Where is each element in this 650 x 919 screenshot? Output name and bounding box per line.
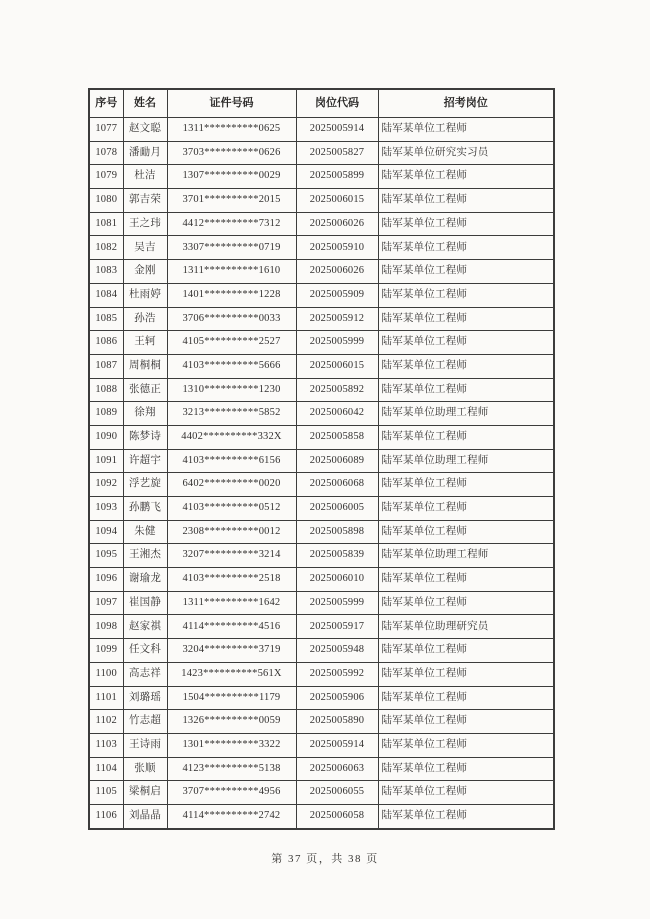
serial-number-cell: 1096 (89, 568, 123, 592)
table-row (89, 733, 554, 757)
position-title-cell: 陆军某单位工程师 (378, 212, 554, 236)
recruitment-roster-table (88, 88, 555, 830)
position-code-cell: 2025006042 (296, 402, 378, 426)
name-cell: 陈梦诗 (123, 425, 167, 449)
name-cell: 杜雨婷 (123, 283, 167, 307)
name-cell: 张德正 (123, 378, 167, 402)
name-cell: 刘晶晶 (123, 804, 167, 828)
position-title-cell: 陆军某单位工程师 (378, 804, 554, 828)
table-row (89, 568, 554, 592)
id-number-cell: 1311**********1642 (167, 591, 296, 615)
serial-number-cell: 1082 (89, 236, 123, 260)
serial-number-cell: 1091 (89, 449, 123, 473)
position-code-cell: 2025006026 (296, 260, 378, 284)
position-code-cell: 2025005992 (296, 662, 378, 686)
page-number-footer: 第 37 页，共 38 页 (271, 853, 379, 865)
serial-number-cell: 1077 (89, 118, 123, 142)
column-header-id: 证件号码 (167, 89, 296, 118)
position-title-cell: 陆军某单位工程师 (378, 710, 554, 734)
position-code-cell: 2025005906 (296, 686, 378, 710)
position-title-cell: 陆军某单位工程师 (378, 520, 554, 544)
name-cell: 周桐桐 (123, 354, 167, 378)
table-row (89, 710, 554, 734)
id-number-cell: 3213**********5852 (167, 402, 296, 426)
serial-number-cell: 1080 (89, 189, 123, 213)
serial-number-cell: 1093 (89, 497, 123, 521)
column-header-code: 岗位代码 (296, 89, 378, 118)
serial-number-cell: 1079 (89, 165, 123, 189)
name-cell: 孙浩 (123, 307, 167, 331)
table-row (89, 236, 554, 260)
serial-number-cell: 1083 (89, 260, 123, 284)
name-cell: 崔国静 (123, 591, 167, 615)
table-row (89, 591, 554, 615)
position-code-cell: 2025005912 (296, 307, 378, 331)
position-code-cell: 2025005914 (296, 733, 378, 757)
column-header-position: 招考岗位 (378, 89, 554, 118)
id-number-cell: 4123**********5138 (167, 757, 296, 781)
serial-number-cell: 1105 (89, 781, 123, 805)
table-row (89, 212, 554, 236)
position-code-cell: 2025005909 (296, 283, 378, 307)
id-number-cell: 3703**********0626 (167, 141, 296, 165)
serial-number-cell: 1090 (89, 425, 123, 449)
position-title-cell: 陆军某单位工程师 (378, 354, 554, 378)
id-number-cell: 4114**********4516 (167, 615, 296, 639)
serial-number-cell: 1102 (89, 710, 123, 734)
table-body (89, 118, 554, 829)
serial-number-cell: 1084 (89, 283, 123, 307)
name-cell: 王之玮 (123, 212, 167, 236)
name-cell: 赵家祺 (123, 615, 167, 639)
position-title-cell: 陆军某单位工程师 (378, 639, 554, 663)
id-number-cell: 1504**********1179 (167, 686, 296, 710)
position-title-cell: 陆军某单位工程师 (378, 733, 554, 757)
serial-number-cell: 1089 (89, 402, 123, 426)
serial-number-cell: 1092 (89, 473, 123, 497)
id-number-cell: 2308**********0012 (167, 520, 296, 544)
table-row (89, 402, 554, 426)
serial-number-cell: 1099 (89, 639, 123, 663)
position-code-cell: 2025006026 (296, 212, 378, 236)
column-header-index: 序号 (89, 89, 123, 118)
position-title-cell: 陆军某单位助理工程师 (378, 402, 554, 426)
name-cell: 杜洁 (123, 165, 167, 189)
id-number-cell: 1301**********3322 (167, 733, 296, 757)
position-title-cell: 陆军某单位工程师 (378, 331, 554, 355)
id-number-cell: 1307**********0029 (167, 165, 296, 189)
id-number-cell: 4105**********2527 (167, 331, 296, 355)
position-title-cell: 陆军某单位助理工程师 (378, 449, 554, 473)
table-row (89, 307, 554, 331)
position-title-cell: 陆军某单位工程师 (378, 473, 554, 497)
serial-number-cell: 1095 (89, 544, 123, 568)
name-cell: 孙鹏飞 (123, 497, 167, 521)
serial-number-cell: 1106 (89, 804, 123, 828)
position-title-cell: 陆军某单位工程师 (378, 425, 554, 449)
position-title-cell: 陆军某单位工程师 (378, 781, 554, 805)
serial-number-cell: 1103 (89, 733, 123, 757)
name-cell: 浮艺旋 (123, 473, 167, 497)
serial-number-cell: 1094 (89, 520, 123, 544)
position-title-cell: 陆军某单位工程师 (378, 165, 554, 189)
table-row (89, 331, 554, 355)
id-number-cell: 1401**********1228 (167, 283, 296, 307)
position-title-cell: 陆军某单位工程师 (378, 497, 554, 521)
serial-number-cell: 1088 (89, 378, 123, 402)
column-header-name: 姓名 (123, 89, 167, 118)
position-code-cell: 2025006015 (296, 189, 378, 213)
name-cell: 许超宇 (123, 449, 167, 473)
id-number-cell: 1311**********0625 (167, 118, 296, 142)
table-row (89, 804, 554, 828)
position-code-cell: 2025006055 (296, 781, 378, 805)
serial-number-cell: 1078 (89, 141, 123, 165)
position-code-cell: 2025005827 (296, 141, 378, 165)
name-cell: 竹志超 (123, 710, 167, 734)
name-cell: 王轲 (123, 331, 167, 355)
id-number-cell: 3707**********4956 (167, 781, 296, 805)
name-cell: 吴吉 (123, 236, 167, 260)
id-number-cell: 1423**********561X (167, 662, 296, 686)
id-number-cell: 3307**********0719 (167, 236, 296, 260)
position-title-cell: 陆军某单位助理研究员 (378, 615, 554, 639)
id-number-cell: 4412**********7312 (167, 212, 296, 236)
position-code-cell: 2025005858 (296, 425, 378, 449)
position-title-cell: 陆军某单位工程师 (378, 236, 554, 260)
position-title-cell: 陆军某单位研究实习员 (378, 141, 554, 165)
table-row (89, 686, 554, 710)
table-row (89, 141, 554, 165)
position-code-cell: 2025006089 (296, 449, 378, 473)
position-title-cell: 陆军某单位工程师 (378, 378, 554, 402)
id-number-cell: 4103**********0512 (167, 497, 296, 521)
serial-number-cell: 1086 (89, 331, 123, 355)
name-cell: 任文科 (123, 639, 167, 663)
position-title-cell: 陆军某单位工程师 (378, 591, 554, 615)
position-code-cell: 2025006063 (296, 757, 378, 781)
table-row (89, 165, 554, 189)
table-row (89, 520, 554, 544)
id-number-cell: 3706**********0033 (167, 307, 296, 331)
id-number-cell: 1310**********1230 (167, 378, 296, 402)
header-row (89, 89, 554, 118)
position-title-cell: 陆军某单位工程师 (378, 686, 554, 710)
table-row (89, 781, 554, 805)
position-code-cell: 2025006010 (296, 568, 378, 592)
position-code-cell: 2025005999 (296, 591, 378, 615)
position-code-cell: 2025005948 (296, 639, 378, 663)
table-row (89, 189, 554, 213)
name-cell: 金刚 (123, 260, 167, 284)
serial-number-cell: 1100 (89, 662, 123, 686)
table-row (89, 757, 554, 781)
id-number-cell: 1311**********1610 (167, 260, 296, 284)
id-number-cell: 3701**********2015 (167, 189, 296, 213)
position-code-cell: 2025005890 (296, 710, 378, 734)
table-row (89, 449, 554, 473)
position-title-cell: 陆军某单位工程师 (378, 189, 554, 213)
position-code-cell: 2025005839 (296, 544, 378, 568)
table-row (89, 639, 554, 663)
id-number-cell: 1326**********0059 (167, 710, 296, 734)
position-code-cell: 2025005892 (296, 378, 378, 402)
name-cell: 王湘杰 (123, 544, 167, 568)
position-code-cell: 2025005910 (296, 236, 378, 260)
table-row (89, 544, 554, 568)
id-number-cell: 4402**********332X (167, 425, 296, 449)
serial-number-cell: 1101 (89, 686, 123, 710)
serial-number-cell: 1098 (89, 615, 123, 639)
table-row (89, 615, 554, 639)
name-cell: 梁桐启 (123, 781, 167, 805)
position-title-cell: 陆军某单位工程师 (378, 260, 554, 284)
name-cell: 潘勔月 (123, 141, 167, 165)
position-code-cell: 2025006058 (296, 804, 378, 828)
id-number-cell: 4103**********6156 (167, 449, 296, 473)
position-code-cell: 2025006015 (296, 354, 378, 378)
position-code-cell: 2025005999 (296, 331, 378, 355)
position-title-cell: 陆军某单位工程师 (378, 307, 554, 331)
table-row (89, 354, 554, 378)
serial-number-cell: 1085 (89, 307, 123, 331)
position-code-cell: 2025005899 (296, 165, 378, 189)
id-number-cell: 3207**********3214 (167, 544, 296, 568)
id-number-cell: 6402**********0020 (167, 473, 296, 497)
position-code-cell: 2025005917 (296, 615, 378, 639)
position-title-cell: 陆军某单位工程师 (378, 283, 554, 307)
position-title-cell: 陆军某单位工程师 (378, 568, 554, 592)
table-row (89, 473, 554, 497)
table-row (89, 260, 554, 284)
serial-number-cell: 1087 (89, 354, 123, 378)
id-number-cell: 4114**********2742 (167, 804, 296, 828)
serial-number-cell: 1104 (89, 757, 123, 781)
name-cell: 张顺 (123, 757, 167, 781)
id-number-cell: 4103**********2518 (167, 568, 296, 592)
name-cell: 徐翔 (123, 402, 167, 426)
name-cell: 王诗雨 (123, 733, 167, 757)
table-row (89, 378, 554, 402)
id-number-cell: 3204**********3719 (167, 639, 296, 663)
position-code-cell: 2025005914 (296, 118, 378, 142)
position-code-cell: 2025005898 (296, 520, 378, 544)
position-title-cell: 陆军某单位工程师 (378, 757, 554, 781)
name-cell: 谢瑜龙 (123, 568, 167, 592)
position-code-cell: 2025006068 (296, 473, 378, 497)
table-row (89, 283, 554, 307)
position-title-cell: 陆军某单位工程师 (378, 118, 554, 142)
name-cell: 赵文聪 (123, 118, 167, 142)
serial-number-cell: 1081 (89, 212, 123, 236)
table-row (89, 118, 554, 142)
id-number-cell: 4103**********5666 (167, 354, 296, 378)
name-cell: 郭吉荣 (123, 189, 167, 213)
name-cell: 刘璐瑶 (123, 686, 167, 710)
table-row (89, 497, 554, 521)
position-title-cell: 陆军某单位助理工程师 (378, 544, 554, 568)
position-title-cell: 陆军某单位工程师 (378, 662, 554, 686)
table-row (89, 662, 554, 686)
name-cell: 高志祥 (123, 662, 167, 686)
table-header-row (89, 89, 554, 118)
table-row (89, 425, 554, 449)
serial-number-cell: 1097 (89, 591, 123, 615)
name-cell: 朱健 (123, 520, 167, 544)
position-code-cell: 2025006005 (296, 497, 378, 521)
